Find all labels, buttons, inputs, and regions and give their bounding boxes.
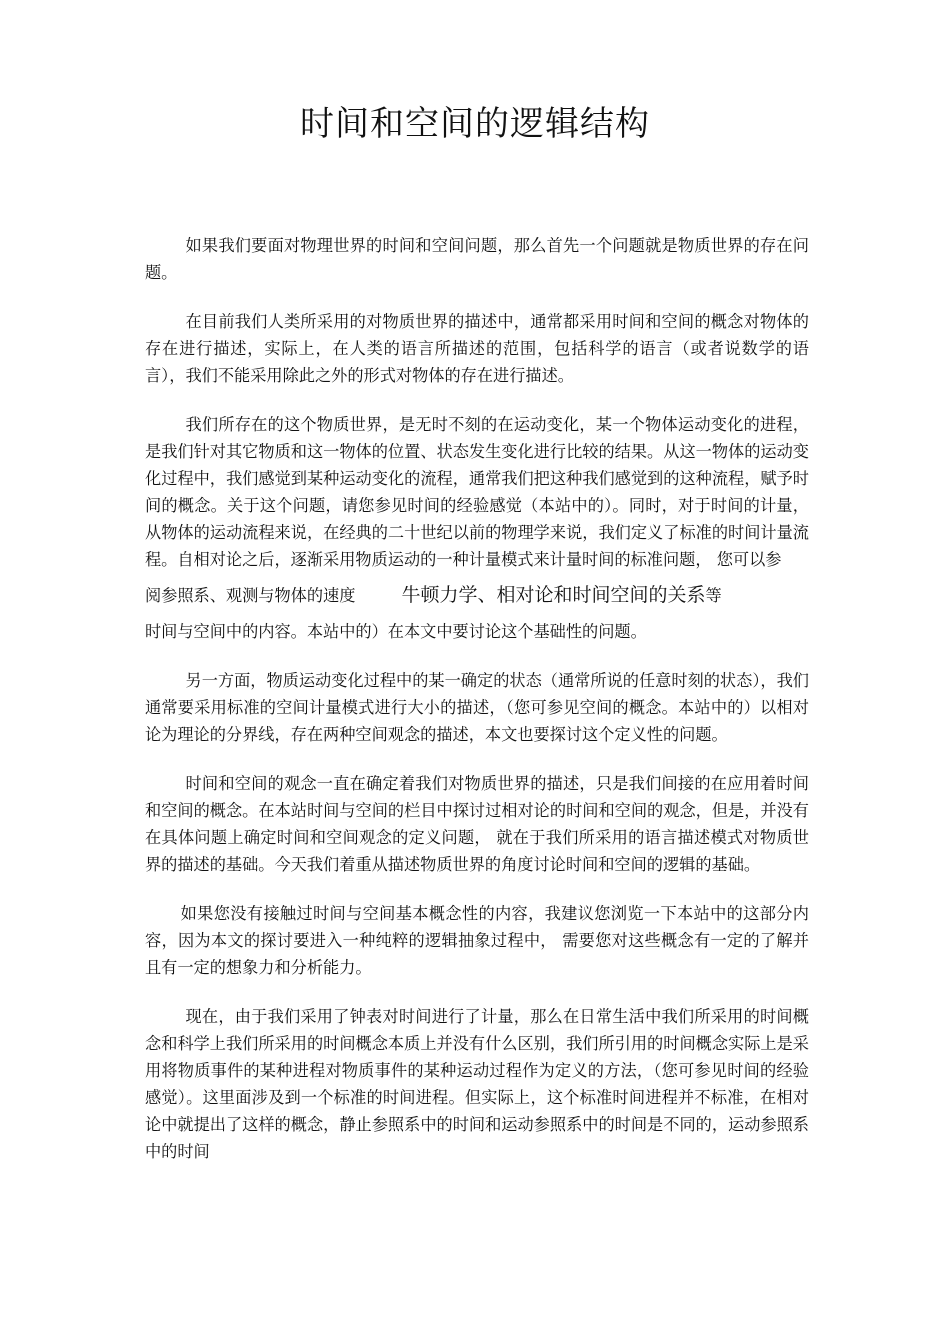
paragraph-3 — [145, 411, 809, 645]
link-suffix: 等 — [705, 586, 722, 605]
paragraph-4: 另一方面，物质运动变化过程中的某一确定的状态（通常所说的任意时刻的状态），我们通常要采用标准的空间计量模式进行大小的描述，（您可参见空间的概念。本站中的）以相对论为理论的分界线，存在两种空间观念的描述，本文也要探讨这个定义性的问题。 — [145, 671, 809, 744]
paragraph-5: 时间和空间的观念一直在确定着我们对物质世界的描述，只是我们间接的在应用着时间和空间的概念。在本站时间与空间的栏目中探讨过相对论的时间和空间的观念，但是，并没有在具体问题上确定时间和空间观念的定义问题， 就在于我们所采用的语言描述模式对物质世界的描述的基础。今天我们着重从描述物质世界的角度讨论时间和空间的逻辑的基础。 — [145, 774, 809, 874]
paragraph-3-link-row — [145, 579, 809, 612]
document-title: 时间和空间的逻辑结构 — [300, 104, 650, 144]
paragraph-7: 现在，由于我们采用了钟表对时间进行了计量，那么在日常生活中我们所采用的时间概念和科学上我们所采用的时间概念本质上并没有什么区别，我们所引用的时间概念实际上是采用将物质事件的某种进程对物质事件的某种运动过程作为定义的方法，（您可参见时间的经验感觉）。这里面涉及到一个标准的时间进程。但实际上，这个标准时间进程并不标准，在相对论中就提出了这样的概念，静止参照系中的时间和运动参照系中的时间是不同的，运动参照系中的时间 — [145, 1007, 809, 1161]
link-newton-relativity[interactable]: 牛顿力学、相对论和时间空间的关系 — [401, 584, 706, 606]
paragraph-6: 如果您没有接触过时间与空间基本概念性的内容，我建议您浏览一下本站中的这部分内容，因为本文的探讨要进入一种纯粹的逻辑抽象过程中， 需要您对这些概念有一定的了解并且有一定的想象力和分析能力。 — [145, 904, 809, 977]
document-body — [145, 232, 809, 1187]
paragraph-2: 在目前我们人类所采用的对物质世界的描述中，通常都采用时间和空间的概念对物体的存在进行描述，实际上，在人类的语言所描述的范围，包括科学的语言（或者说数学的语言），我们不能采用除此之外的形式对物体的存在进行描述。 — [145, 312, 809, 385]
paragraph-3-tail: 时间与空间中的内容。本站中的）在本文中要讨论这个基础性的问题。 — [145, 622, 647, 641]
paragraph-1: 如果我们要面对物理世界的时间和空间问题，那么首先一个问题就是物质世界的存在问题。 — [145, 236, 809, 282]
link-reference-frame[interactable]: 阅参照系、观测与物体的速度 — [145, 586, 356, 605]
paragraph-3-main: 我们所存在的这个物质世界，是无时不刻的在运动变化，某一个物体运动变化的进程，是我们针对其它物质和这一物体的位置、状态发生变化进行比较的结果。从这一物体的运动变化过程中，我们感觉到某种运动变化的流程，通常我们把这种我们感觉到的这种流程，赋予时间的概念。关于这个问题，请您参见时间的经验感觉（本站中的）。同时，对于时间的计量，从物体的运动流程来说，在经典的二十世纪以前的物理学来说，我们定义了标准的时间计量流程。自相对论之后，逐渐采用物质运动的一种计量模式来计量时间的标准问题， 您可以参 — [145, 415, 809, 569]
